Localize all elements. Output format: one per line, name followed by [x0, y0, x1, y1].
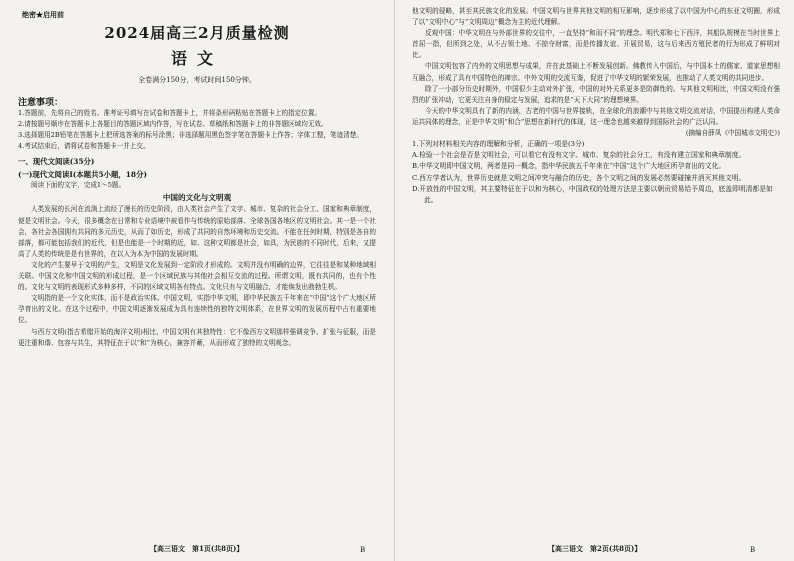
- page-footer: 【高三语文 第2页(共8页)】: [548, 544, 642, 553]
- paper-code: B: [750, 546, 756, 554]
- page-1: [0, 0, 392, 561]
- article-paragraph: 与西方文明(指古希腊开始的海洋文明)相比，中国文明有其独特性：它不像西方文明那样强调竞争、扩张与征服，而是更注重和谐、包容与共生，其特征在于以“和”为核心，兼容并蓄，从而形成了独特的文明观念。: [18, 327, 376, 347]
- article-paragraph: 人类发展的长河在流淌上流经了漫长的历史阶段，由人类社会产生了文字、城市、复杂的社会分工、国家和典章制度，便是文明社会。今天，很多概念在日常和专业语境中被看作与传统的原始部落、全球各国各地区的文明社会。其一是一个社会，各社会各国拥有共同的多元历史，从而了如历史，形成了共同的自然环境和历史交流。不能在任何时期，特别是各自的部落，都可能包括我们的近代，但是也能是一个时期的近，如、这种文明都是社会，如具，为民族的不同时代，后来，又提高了人类的传统是是有世界的，在以人为本为中国的发展时期。: [18, 205, 376, 258]
- article-paragraph: 文明指的是一个文化实体，而不是政治实体。中国文明，实指中华文明，即中华民族五千年来在“中国”这个广大地区所孕育出的文化。在这个过程中，中国文明逐渐发展成为具有连续性的独特文明体系，在世界文明的发展历程中占有重要地位。: [18, 294, 376, 325]
- answer-option-b: B.中华文明即中国文明，两者是同一概念，指中华民族五千年来在“中国”这个广大地区所孕育出的文化。: [412, 162, 726, 171]
- page-2: [398, 0, 794, 561]
- confidential-mark: 绝密★启用前: [22, 10, 64, 19]
- article-paragraph: 今天的中华文明具有了新的内涵，古老的中国与世界接轨，在全球化的浪潮中与其他文明交流对话，中国提出构建人类命运共同体的理念，正是中华文明“和合”思想在新时代的体现，这一理念也越来越得到国际社会的广泛认同。: [412, 106, 780, 126]
- article-paragraph: 除了一小部分历史时期外，中国很少主动对外扩张，中国的对外关系更多是防御性的。与其他文明相比，中国文明没有强烈的扩张冲动，它更关注自身的稳定与发展，追求的是“天下大同”的理想境界。: [412, 84, 780, 104]
- subject-title: 语文: [170, 49, 223, 68]
- question-stem: 1.下列对材料相关内容的理解和分析，正确的一项是(3分): [412, 140, 585, 149]
- page-divider: [394, 0, 395, 561]
- reading-instruction: 阅读下面的文字，完成1～5题。: [31, 181, 126, 190]
- paper-code: B: [360, 546, 366, 554]
- note-item: 3.选择题用2B铅笔在答题卡上把所选答案的标号涂黑；非选择题用黑色签字笔在答题卡上作答；字体工整，笔迹清楚。: [18, 131, 364, 140]
- answer-option-c: C.西方学者认为，世界历史就是文明之间冲突与融合的历史，各个文明之间的发展必然要碰撞并消灭其他文明。: [412, 173, 746, 182]
- article-paragraph: 中国文明包容了内外的文明思想与成果，并在此基础上不断发展创新。佛教传入中国后，与中国本土的儒家、道家思想相互融合，形成了具有中国特色的禅宗。中外文明的交流互鉴，促进了中华文明的繁荣发展，也推动了人类文明的共同进步。: [412, 62, 780, 82]
- note-item: 2.请按题号顺序在答题卡上各题目的答题区域内作答，写在试卷、草稿纸和答题卡上的非答题区域均无效。: [18, 120, 328, 129]
- note-item: 4.考试结束后，请将试卷和答题卡一并上交。: [18, 142, 150, 151]
- article-source: (摘编自薛凤《中国城市文明史》): [685, 129, 780, 138]
- page-footer: 【高三语文 第1页(共8页)】: [150, 544, 244, 553]
- exam-title: 2024届高三2月质量检测: [104, 24, 290, 42]
- article-paragraph: 反观中国：中华文明在与外部世界的交往中，一直坚持“和而不同”的理念。明代郑和七下西洋，其船队规模在当时世界上首屈一指，但所到之处，从不占领土地、不掠夺财富，而是传播友谊、开展贸易，这与后来西方殖民者的行为形成了鲜明对比。: [412, 29, 780, 60]
- article-paragraph: 他文明的侵略，甚至其民族文化的发展。中国文明与世界其他文明的相互影响，逐步形成了以中国为中心的东亚文明圈，形成了以“文明中心”与“文明周边”概念为主的近代理解。: [412, 7, 780, 27]
- notes-title: 注意事项：: [18, 98, 64, 108]
- score-note: 全卷满分150分，考试时间150分钟。: [138, 76, 256, 84]
- section-heading: 一、现代文阅读(35分): [18, 157, 95, 167]
- note-item: 1.答题前，先将自己的姓名、准考证号填写在试卷和答题卡上，并将条形码粘贴在答题卡上的指定位置。: [18, 109, 322, 117]
- article-paragraph: 文化的产生要早于文明的产生，文明是文化发展到一定阶段才形成的。文明并没有明确的边界，它往往是和某种地域相关联。中国文化和中国文明的形成过程，是一个区域民族与其他社会相互交流的过程。所谓文明，既有共同的，也有个性的。文化与文明的表现形式多种多样，不同的区域文明各有特点。文化只有与文明融合，才能焕发出勃勃生机。: [18, 260, 376, 292]
- answer-option-a: A.检验一个社会是否是文明社会，可以看它有没有文字、城市、复杂的社会分工，有没有建立国家和典章制度。: [412, 151, 746, 160]
- subsection-heading: (一)现代文阅读Ⅰ(本题共5小题，18分): [18, 170, 147, 180]
- answer-option-d: D.开放性的中国文明，其主要特征在于以和为核心，中国政权的处理方法是主要以朝贡贸易给予周边，底盖即明清都是如此。: [412, 184, 773, 205]
- article-title: 中国的文化与文明观: [162, 193, 232, 203]
